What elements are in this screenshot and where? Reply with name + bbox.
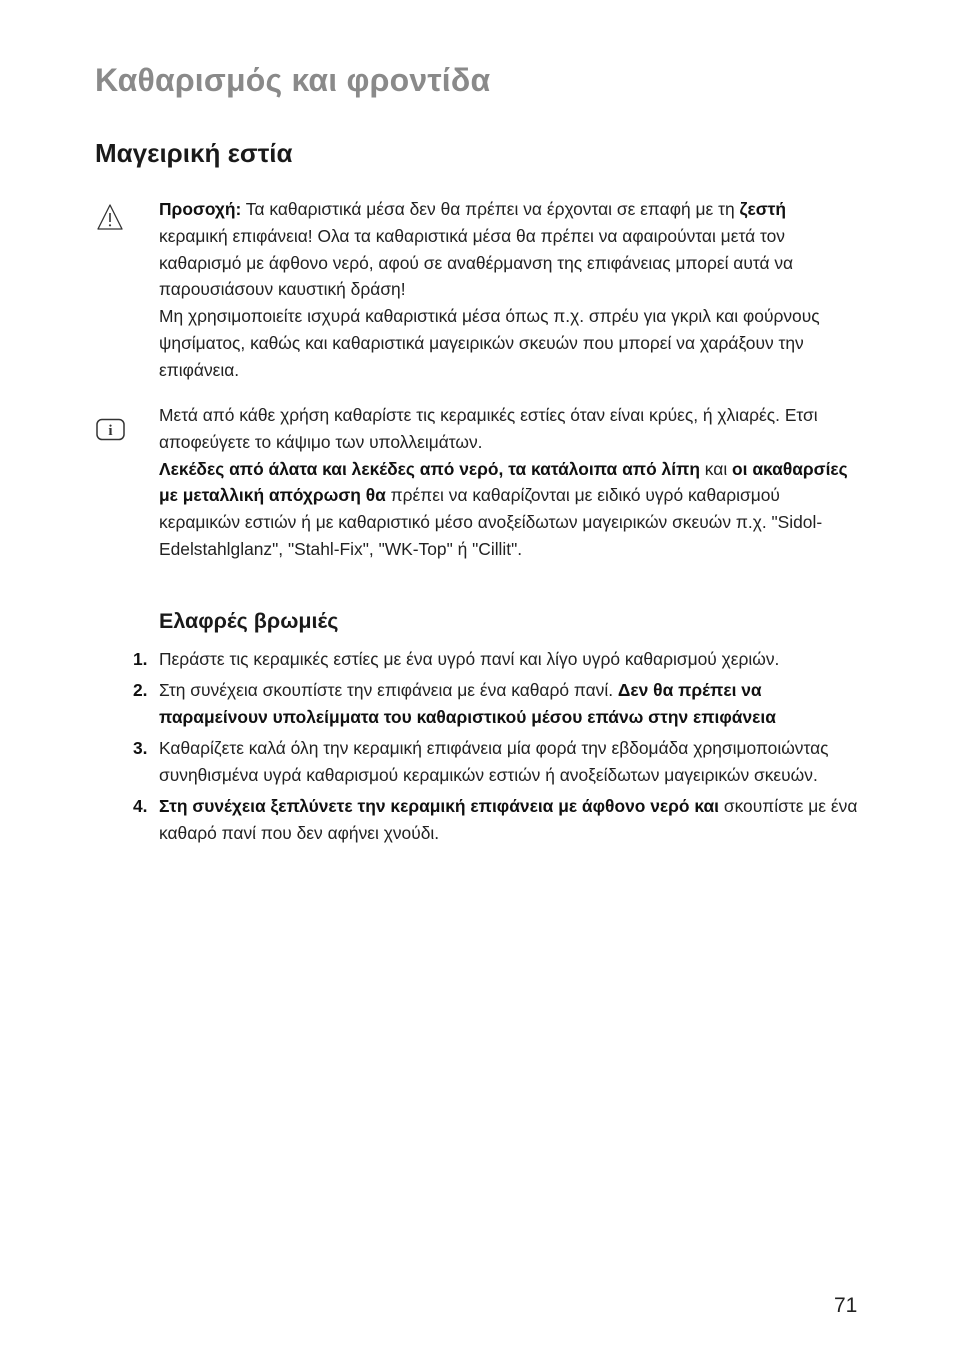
step-text: Καθαρίζετε καλά όλη την κεραμική επιφάνεια μία φορά την εβδομάδα χρησιμοποιώντας συνηθισμένα υγρά καθαρισμού κεραμικών εστιών ή ανοξείδωτων μαγειρικών σκευών. <box>159 738 829 786</box>
cleaning-steps-list <box>133 646 859 852</box>
warning-paragraph <box>159 196 859 303</box>
warning-text-1: Τα καθαριστικά μέσα δεν θα πρέπει να έρχονται σε επαφή με τη <box>241 199 740 219</box>
svg-text:i: i <box>108 423 113 439</box>
step-bold-text: Στη συνέχεια ξεπλύνετε την κεραμική επιφάνεια με άφθονο νερό και <box>159 796 719 817</box>
warning-paragraph-2: Μη χρησιμοποιείτε ισχυρά καθαριστικά μέσα όπως π.χ. σπρέυ για γκριλ και φούρνους ψησίματος, καθώς και καθαριστικά μαγειρικών σκευών που μπορεί να χαράξουν την επιφάνεια. <box>159 306 820 380</box>
info-text-2: και <box>699 458 733 479</box>
step-text: Περάστε τις κεραμικές εστίες με ένα υγρό πανί και λίγο υγρό καθαρισμού χεριών. <box>159 649 780 669</box>
warning-label: Προσοχή: <box>159 199 242 219</box>
info-bold-1: Λεκέδες από άλατα και λεκέδες από νερό, τα κατάλοιπα από λίπη <box>159 458 700 479</box>
subsection-title: Ελαφρές βρωμιές <box>159 609 339 633</box>
step-number: 2. <box>133 680 148 701</box>
step-item <box>133 735 859 789</box>
step-number: 3. <box>133 738 148 759</box>
step-text: Στη συνέχεια σκουπίστε την επιφάνεια με ένα καθαρό πανί. <box>159 680 618 701</box>
warning-triangle-icon <box>96 202 124 232</box>
info-paragraph-1: Μετά από κάθε χρήση καθαρίστε τις κεραμικές εστίες όταν είναι κρύες, ή χλιαρές. Ετσι αποφεύγετε το κάψιμο των υπολλειμάτων. <box>159 405 818 452</box>
warning-bold-1: ζεστή <box>739 199 787 219</box>
info-bold-2: οι ακαθαρσίες με μεταλλική απόχρωση θα <box>159 458 848 506</box>
info-paragraph-2 <box>159 456 859 563</box>
page-number: 71 <box>834 1294 858 1317</box>
step-number: 1. <box>133 649 148 669</box>
step-text: σκουπίστε με ένα καθαρό πανί που δεν αφήνει χνούδι. <box>159 796 858 844</box>
warning-text-2: κεραμική επιφάνεια! Ολα τα καθαριστικά μέσα θα πρέπει να αφαιρούνται μετά τον καθαρισμό με άφθονο νερό, αφού σε αναθέρμανση της επιφάνειας μπορεί αυτά να παρουσιάσουν καυστική δράση! <box>159 225 794 300</box>
page-title: Καθαρισμός και φροντίδα <box>95 62 491 98</box>
step-number: 4. <box>133 796 148 817</box>
step-bold-text: Δεν θα πρέπει να παραμείνουν υπολείμματα του καθαριστικού μέσου επάνω στην επιφάνεια <box>159 680 776 728</box>
info-block <box>159 402 859 563</box>
step-item <box>133 646 859 673</box>
info-text-3: πρέπει να καθαρίζονται με ειδικό υγρό καθαρισμού κεραμικών εστιών ή με καθαριστικό μέσο ανοξείδωτων μαγειρικών σκευών π.χ. "Sidol-Edelstahlglanz", "Stahl-Fix", "WK-Top" ή "Cillit". <box>159 485 823 559</box>
step-item <box>133 677 859 731</box>
info-icon <box>96 418 126 442</box>
warning-block <box>159 196 859 384</box>
step-item <box>133 793 859 847</box>
section-title: Μαγειρική εστία <box>95 138 293 168</box>
